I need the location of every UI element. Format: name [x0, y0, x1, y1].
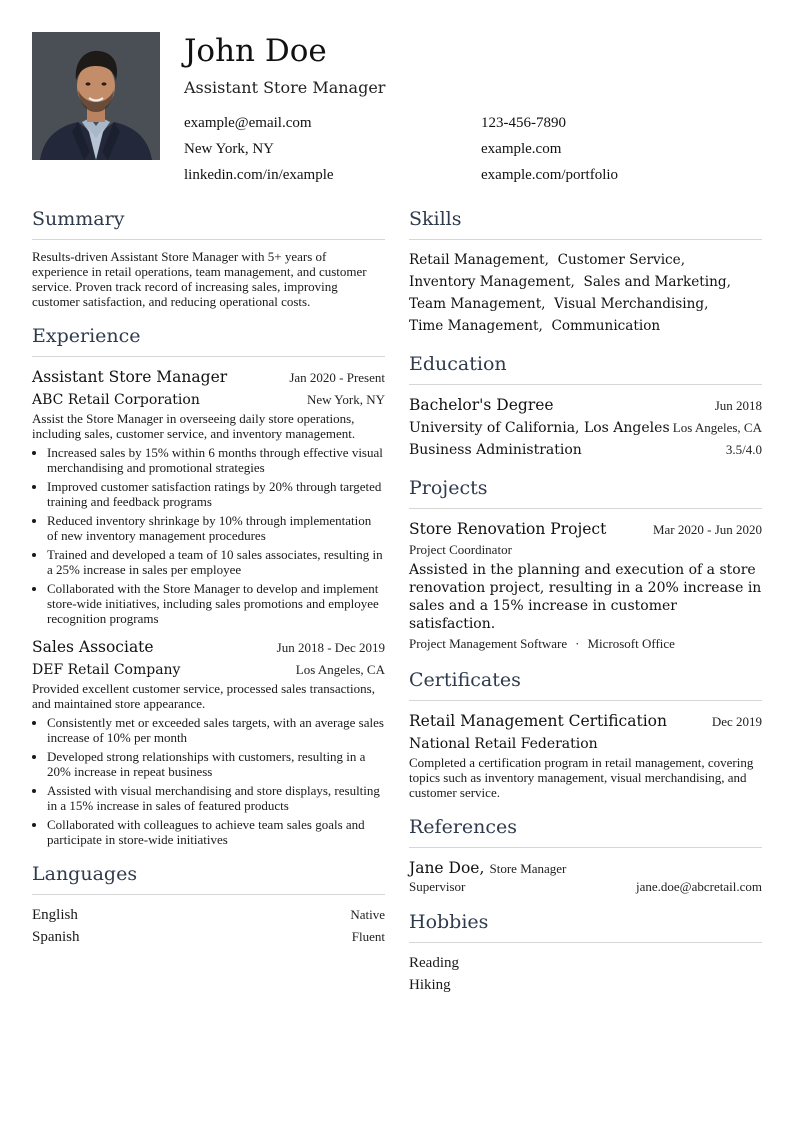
experience-dates: Jan 2020 - Present — [289, 370, 385, 385]
skill-item: Customer Service, — [557, 252, 686, 268]
experience-bullets — [32, 715, 385, 847]
experience-description: Assist the Store Manager in overseeing daily store operations, including sales, customer service, and inventory management. — [32, 411, 356, 441]
skill-item: Team Management, — [409, 296, 546, 312]
section-title: Summary — [32, 206, 385, 240]
candidate-name: John Doe — [184, 33, 327, 69]
skill-item: Communication — [551, 318, 661, 334]
experience-item — [32, 636, 385, 847]
language-name: Spanish — [32, 929, 80, 945]
experience-dates: Jun 2018 - Dec 2019 — [276, 640, 385, 655]
project-dates: Mar 2020 - Jun 2020 — [652, 522, 762, 537]
list-item: • Improved customer satisfaction ratings by 20% through targeted training and feedback programs — [47, 479, 385, 509]
experience-company: ABC Retail Corporation — [32, 392, 200, 408]
contact-phone-link[interactable]: 123-456-7890 — [481, 115, 566, 131]
certificate-issuer: National Retail Federation — [409, 736, 598, 752]
language-level: Fluent — [351, 929, 385, 944]
project-name: Store Renovation Project — [409, 520, 607, 538]
section-title: Certificates — [409, 667, 762, 701]
education-section — [409, 351, 762, 461]
certificate-description: Completed a certification program in retail management, covering topics such as inventory management, visual merchandising, and customer service. — [409, 755, 754, 800]
section-title: Experience — [32, 323, 385, 357]
experience-location: New York, NY — [306, 392, 385, 407]
experience-section — [32, 323, 385, 847]
section-title: Languages — [32, 861, 385, 895]
skills-list — [409, 249, 762, 337]
list-item: • Developed strong relationships with customers, resulting in a 20% increase in repeat business — [47, 749, 385, 779]
reference-relation: Supervisor — [409, 879, 466, 894]
language-name: English — [32, 907, 78, 923]
contact-linkedin-link[interactable]: linkedin.com/in/example — [184, 167, 334, 183]
section-title: Projects — [409, 475, 762, 509]
list-item: • Collaborated with the Store Manager to develop and implement store-wide initiatives, including sales promotions and employee recognition programs — [47, 581, 385, 626]
hobbies-section — [409, 909, 762, 996]
skill-item: Visual Merchandising, — [554, 296, 709, 312]
reference-role: Store Manager — [489, 861, 567, 876]
hobby-item: Reading — [409, 955, 459, 971]
resume-header — [32, 32, 762, 192]
education-location: Los Angeles, CA — [672, 420, 762, 435]
education-field: Business Administration — [409, 442, 582, 458]
list-item: • Trained and developed a team of 10 sales associates, resulting in a 25% increase in sales per employee — [47, 547, 385, 577]
section-title: Hobbies — [409, 909, 762, 943]
skill-item: Inventory Management, — [409, 274, 575, 290]
experience-company: DEF Retail Company — [32, 662, 181, 678]
certificate-name: Retail Management Certification — [409, 712, 667, 730]
profile-photo — [32, 32, 160, 160]
education-gpa: 3.5/4.0 — [725, 442, 762, 457]
tool-item: Project Management Software — [409, 636, 568, 651]
experience-location: Los Angeles, CA — [295, 662, 385, 677]
certificate-date: Dec 2019 — [711, 714, 762, 729]
section-title: Education — [409, 351, 762, 385]
hobby-item: Hiking — [409, 977, 451, 993]
list-item: • Assisted with visual merchandising and store displays, resulting in a 15% increase in sales of featured products — [47, 783, 385, 813]
references-section — [409, 814, 762, 895]
left-column — [32, 206, 385, 962]
section-title: Skills — [409, 206, 762, 240]
contact-website-link[interactable]: example.com — [481, 141, 562, 157]
right-column — [409, 206, 762, 1010]
contact-location: New York, NY — [184, 141, 275, 157]
language-row — [32, 926, 385, 948]
certificates-section — [409, 667, 762, 800]
section-title: References — [409, 814, 762, 848]
experience-role: Assistant Store Manager — [32, 368, 228, 386]
projects-section — [409, 475, 762, 653]
profile-photo-image — [32, 32, 160, 160]
tool-item: Microsoft Office — [587, 636, 675, 651]
reference-name: Jane Doe, — [409, 859, 485, 877]
summary-section — [32, 206, 385, 309]
skills-section — [409, 206, 762, 337]
candidate-title: Assistant Store Manager — [184, 78, 386, 97]
skill-item: Time Management, — [409, 318, 543, 334]
contact-portfolio-link[interactable]: example.com/portfolio — [481, 167, 619, 183]
education-date: Jun 2018 — [714, 398, 762, 413]
project-tools — [409, 635, 762, 653]
education-degree: Bachelor's Degree — [409, 396, 554, 414]
language-row — [32, 904, 385, 926]
contact-email-link[interactable]: example@email.com — [184, 115, 312, 131]
list-item: • Collaborated with colleagues to achieve team sales goals and participate in store-wide initiatives — [47, 817, 385, 847]
skill-item: Sales and Marketing, — [583, 274, 731, 290]
languages-section — [32, 861, 385, 948]
tool-separator: · — [575, 636, 580, 651]
project-role: Project Coordinator — [409, 542, 512, 557]
language-level: Native — [350, 907, 385, 922]
experience-item — [32, 366, 385, 626]
list-item: • Reduced inventory shrinkage by 10% through implementation of new inventory management procedures — [47, 513, 385, 543]
reference-email-link[interactable]: jane.doe@abcretail.com — [635, 879, 762, 894]
experience-description: Provided excellent customer service, processed sales transactions, and maintained store appearance. — [32, 681, 375, 711]
experience-bullets — [32, 445, 385, 626]
education-school: University of California, Los Angeles — [409, 420, 670, 436]
list-item: • Consistently met or exceeded sales targets, with an average sales increase of 10% per month — [47, 715, 385, 745]
list-item: • Increased sales by 15% within 6 months through effective visual merchandising and promotional strategies — [47, 445, 385, 475]
summary-text: Results-driven Assistant Store Manager with 5+ years of experience in retail operations, team management, and customer service. Proven track record of increasing sales, improving customer satisfaction, and reducing operational costs. — [32, 249, 367, 309]
project-description: Assisted in the planning and execution of a store renovation project, resulting in a 20% increase in sales and a 15% increase in customer satisfaction. — [409, 562, 762, 632]
experience-role: Sales Associate — [32, 638, 154, 656]
skill-item: Retail Management, — [409, 252, 549, 268]
